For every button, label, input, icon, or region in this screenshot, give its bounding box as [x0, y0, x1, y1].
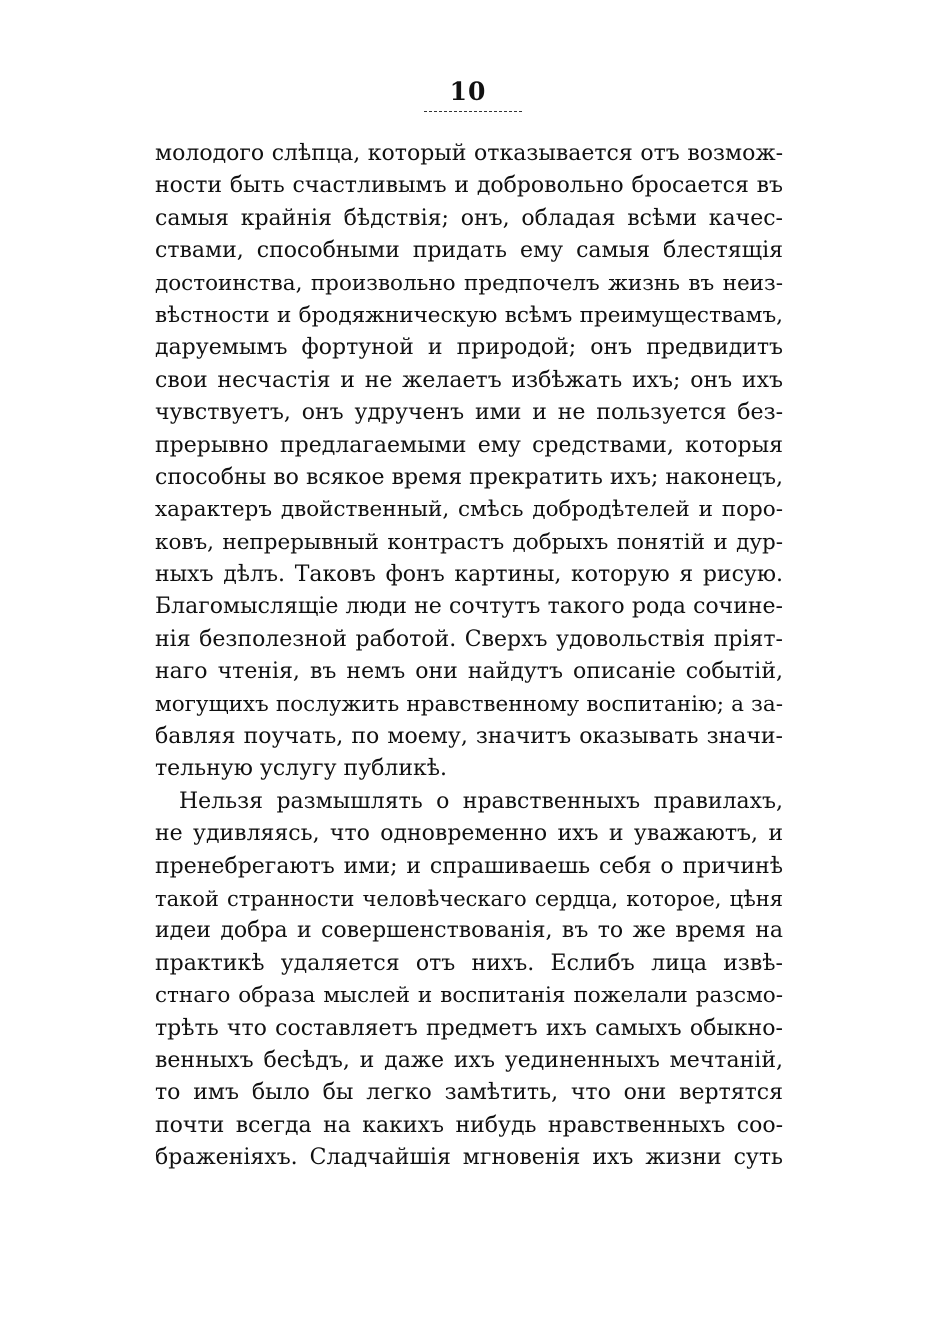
- text-line: достоинства, произвольно предпочелъ жизнь въ неиз-: [155, 270, 783, 296]
- text-line: бавляя поучать, по моему, значитъ оказывать значи-: [155, 724, 783, 750]
- text-line: ствами, способными придать ему самыя блестящія: [155, 238, 783, 264]
- text-line: могущихъ послужить нравственному воспитанію; а за-: [155, 691, 783, 717]
- text-line: даруемымъ фортуной и природой; онъ предвидитъ: [155, 335, 783, 361]
- text-line: пренебрегаютъ ими; и спрашиваешь себя о причинѣ: [155, 853, 783, 879]
- text-line: вѣстности и бродяжническую всѣмъ преимуществамъ,: [155, 302, 783, 328]
- text-line: Благомыслящіе люди не сочтутъ такого рода сочине-: [155, 594, 783, 620]
- body-text: [155, 138, 783, 1175]
- text-line: нія безполезной работой. Сверхъ удовольствія пріят-: [155, 626, 783, 652]
- text-line: то имъ было бы легко замѣтить, что они вертятся: [155, 1080, 783, 1106]
- text-line: тельную услугу публикѣ.: [155, 756, 448, 782]
- text-line: чувствуетъ, онъ удрученъ ими и не пользуется без-: [155, 400, 783, 426]
- text-line: браженіяхъ. Сладчайшія мгновенія ихъ жизни суть: [155, 1145, 783, 1171]
- text-line: самыя крайнія бѣдствія; онъ, обладая всѣми качес-: [155, 205, 783, 231]
- text-line: практикѣ удаляется отъ нихъ. Еслибъ лица извѣ-: [155, 950, 783, 976]
- text-line: не удивляясь, что одновременно ихъ и уважаютъ, и: [155, 821, 783, 847]
- paragraph: [155, 786, 783, 1175]
- text-line: ныхъ дѣлъ. Таковъ фонъ картины, которую я рисую.: [155, 562, 783, 588]
- text-line: ковъ, непрерывный контрастъ добрыхъ понятій и дур-: [155, 529, 783, 555]
- text-line: характеръ двойственный, смѣсь добродѣтелей и поро-: [155, 497, 783, 523]
- text-line: ности быть счастливымъ и добровольно бросается въ: [155, 173, 783, 199]
- text-line: Нельзя размышлять о нравственныхъ правилахъ,: [179, 788, 783, 814]
- text-line: идеи добра и совершенствованія, въ то же время на: [155, 918, 783, 944]
- text-line: свои несчастія и не желаетъ избѣжать ихъ; онъ ихъ: [155, 367, 783, 393]
- text-line: прерывно предлагаемыми ему средствами, которыя: [155, 432, 783, 458]
- text-line: почти всегда на какихъ нибудь нравственныхъ соо-: [155, 1112, 783, 1138]
- text-line: молодого слѣпца, который отказывается отъ возмож-: [155, 141, 783, 166]
- header-rule: [424, 111, 522, 112]
- text-line: трѣть что составляетъ предметъ ихъ самыхъ обыкно-: [155, 1015, 783, 1041]
- text-line: наго чтенія, въ немъ они найдутъ описаніе событій,: [155, 659, 783, 685]
- text-line: способны во всякое время прекратить ихъ; наконецъ,: [155, 464, 783, 490]
- paragraph: [155, 138, 783, 786]
- text-line: венныхъ бесѣдъ, и даже ихъ уединенныхъ мечтаній,: [155, 1047, 783, 1073]
- text-line: стнаго образа мыслей и воспитанія пожелали разсмо-: [155, 983, 783, 1009]
- text-line: такой странности человѣческаго сердца, которое, цѣня: [155, 886, 783, 911]
- page-number: 10: [449, 77, 487, 106]
